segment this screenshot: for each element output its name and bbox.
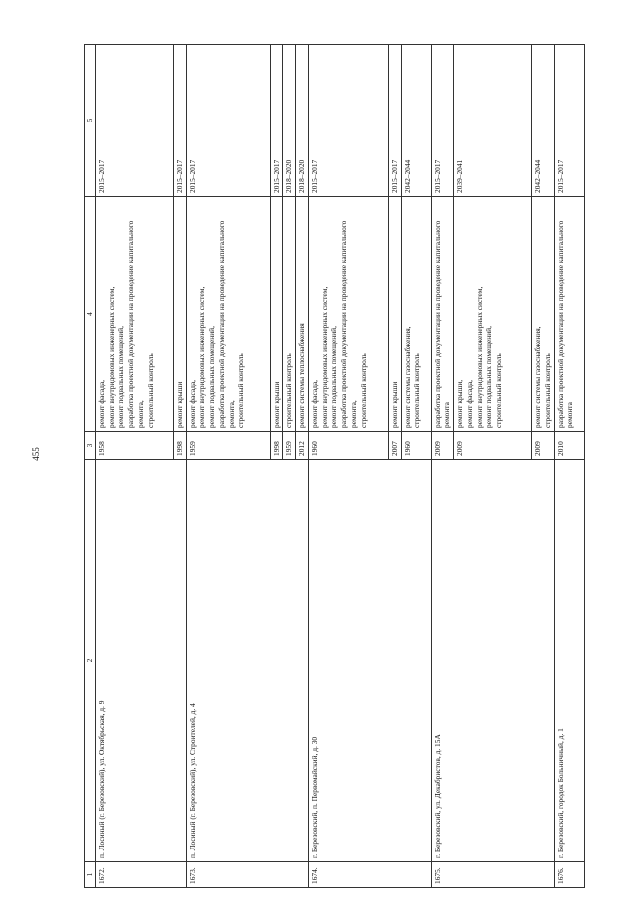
year-cell: 2009 [454, 432, 532, 460]
work-type-cell: строительный контроль [283, 197, 296, 432]
header-cell: 4 [85, 197, 96, 432]
work-type-cell: ремонт фасада, ремонт внутридомовых инженерных систем, ремонт подвальных помещений, разработка проектной документации на проведение капитального ремонта, строительный контроль [308, 197, 388, 432]
work-type-cell: ремонт фасада, ремонт внутридомовых инженерных систем, ремонт подвальных помещений, разработка проектной документации на проведение капитального ремонта, строительный контроль [95, 197, 173, 432]
row-number-cell: 1674. [308, 862, 431, 888]
year-cell: 2009 [431, 432, 454, 460]
table-row [95, 45, 173, 888]
period-cell: 2015–2017 [95, 45, 173, 197]
period-cell: 2018–2020 [296, 45, 309, 197]
year-cell: 2009 [532, 432, 555, 460]
row-number-cell: 1673. [186, 862, 308, 888]
header-cell: 1 [85, 862, 96, 888]
work-type-cell: ремонт крыши [173, 197, 186, 432]
year-cell: 1960 [401, 432, 431, 460]
address-cell: п. Лосиный (г. Березовский), ул. Строителей, д. 4 [186, 460, 308, 862]
table-row [308, 45, 388, 888]
table-row [431, 45, 454, 888]
work-type-cell: ремонт системы газоснабжения, строительный контроль [532, 197, 555, 432]
address-cell: г. Березовский, городок Больничный, д. 1 [554, 460, 584, 862]
year-cell: 1998 [173, 432, 186, 460]
year-cell: 1959 [186, 432, 270, 460]
page-number: 455 [30, 447, 41, 461]
year-cell: 1959 [283, 432, 296, 460]
work-type-cell: ремонт крыши [270, 197, 283, 432]
header-cell: 3 [85, 432, 96, 460]
work-type-cell: разработка проектной документации на проведение капитального ремонта [554, 197, 584, 432]
work-type-cell: ремонт системы газоснабжения, строительный контроль [401, 197, 431, 432]
period-cell: 2015–2017 [186, 45, 270, 197]
period-cell: 2015–2017 [270, 45, 283, 197]
work-type-cell: разработка проектной документации на проведение капитального ремонта [431, 197, 454, 432]
header-row [85, 45, 96, 888]
year-cell: 1960 [308, 432, 388, 460]
header-cell: 2 [85, 460, 96, 862]
year-cell: 2007 [388, 432, 401, 460]
work-type-cell: ремонт крыши, ремонт фасада, ремонт внутридомовых инженерных систем, ремонт подвальных помещений, строительный контроль [454, 197, 532, 432]
header-cell: 5 [85, 45, 96, 197]
address-cell: п. Лосиный (г. Березовский), ул. Октябрьская, д. 9 [95, 460, 186, 862]
work-type-cell: ремонт крыши [388, 197, 401, 432]
work-type-cell: ремонт системы теплоснабжения [296, 197, 309, 432]
table-row [186, 45, 270, 888]
period-cell: 2015–2017 [308, 45, 388, 197]
period-cell: 2015–2017 [554, 45, 584, 197]
table-container [84, 45, 575, 888]
year-cell: 1998 [270, 432, 283, 460]
period-cell: 2015–2017 [388, 45, 401, 197]
period-cell: 2018–2020 [283, 45, 296, 197]
period-cell: 2042–2044 [401, 45, 431, 197]
period-cell: 2042–2044 [532, 45, 555, 197]
address-cell: г. Березовский, ул. Декабристов, д. 15А [431, 460, 554, 862]
address-cell: г. Березовский, п. Первомайский, д. 30 [308, 460, 431, 862]
year-cell: 2012 [296, 432, 309, 460]
repair-schedule-table [84, 44, 585, 888]
period-cell: 2039–2041 [454, 45, 532, 197]
period-cell: 2015–2017 [173, 45, 186, 197]
row-number-cell: 1672. [95, 862, 186, 888]
period-cell: 2015–2017 [431, 45, 454, 197]
table-row [554, 45, 584, 888]
work-type-cell: ремонт фасада, ремонт внутридомовых инженерных систем, ремонт подвальных помещений, разработка проектной документации на проведение капитального ремонта, строительный контроль [186, 197, 270, 432]
row-number-cell: 1676. [554, 862, 584, 888]
year-cell: 2010 [554, 432, 584, 460]
year-cell: 1958 [95, 432, 173, 460]
row-number-cell: 1675. [431, 862, 554, 888]
